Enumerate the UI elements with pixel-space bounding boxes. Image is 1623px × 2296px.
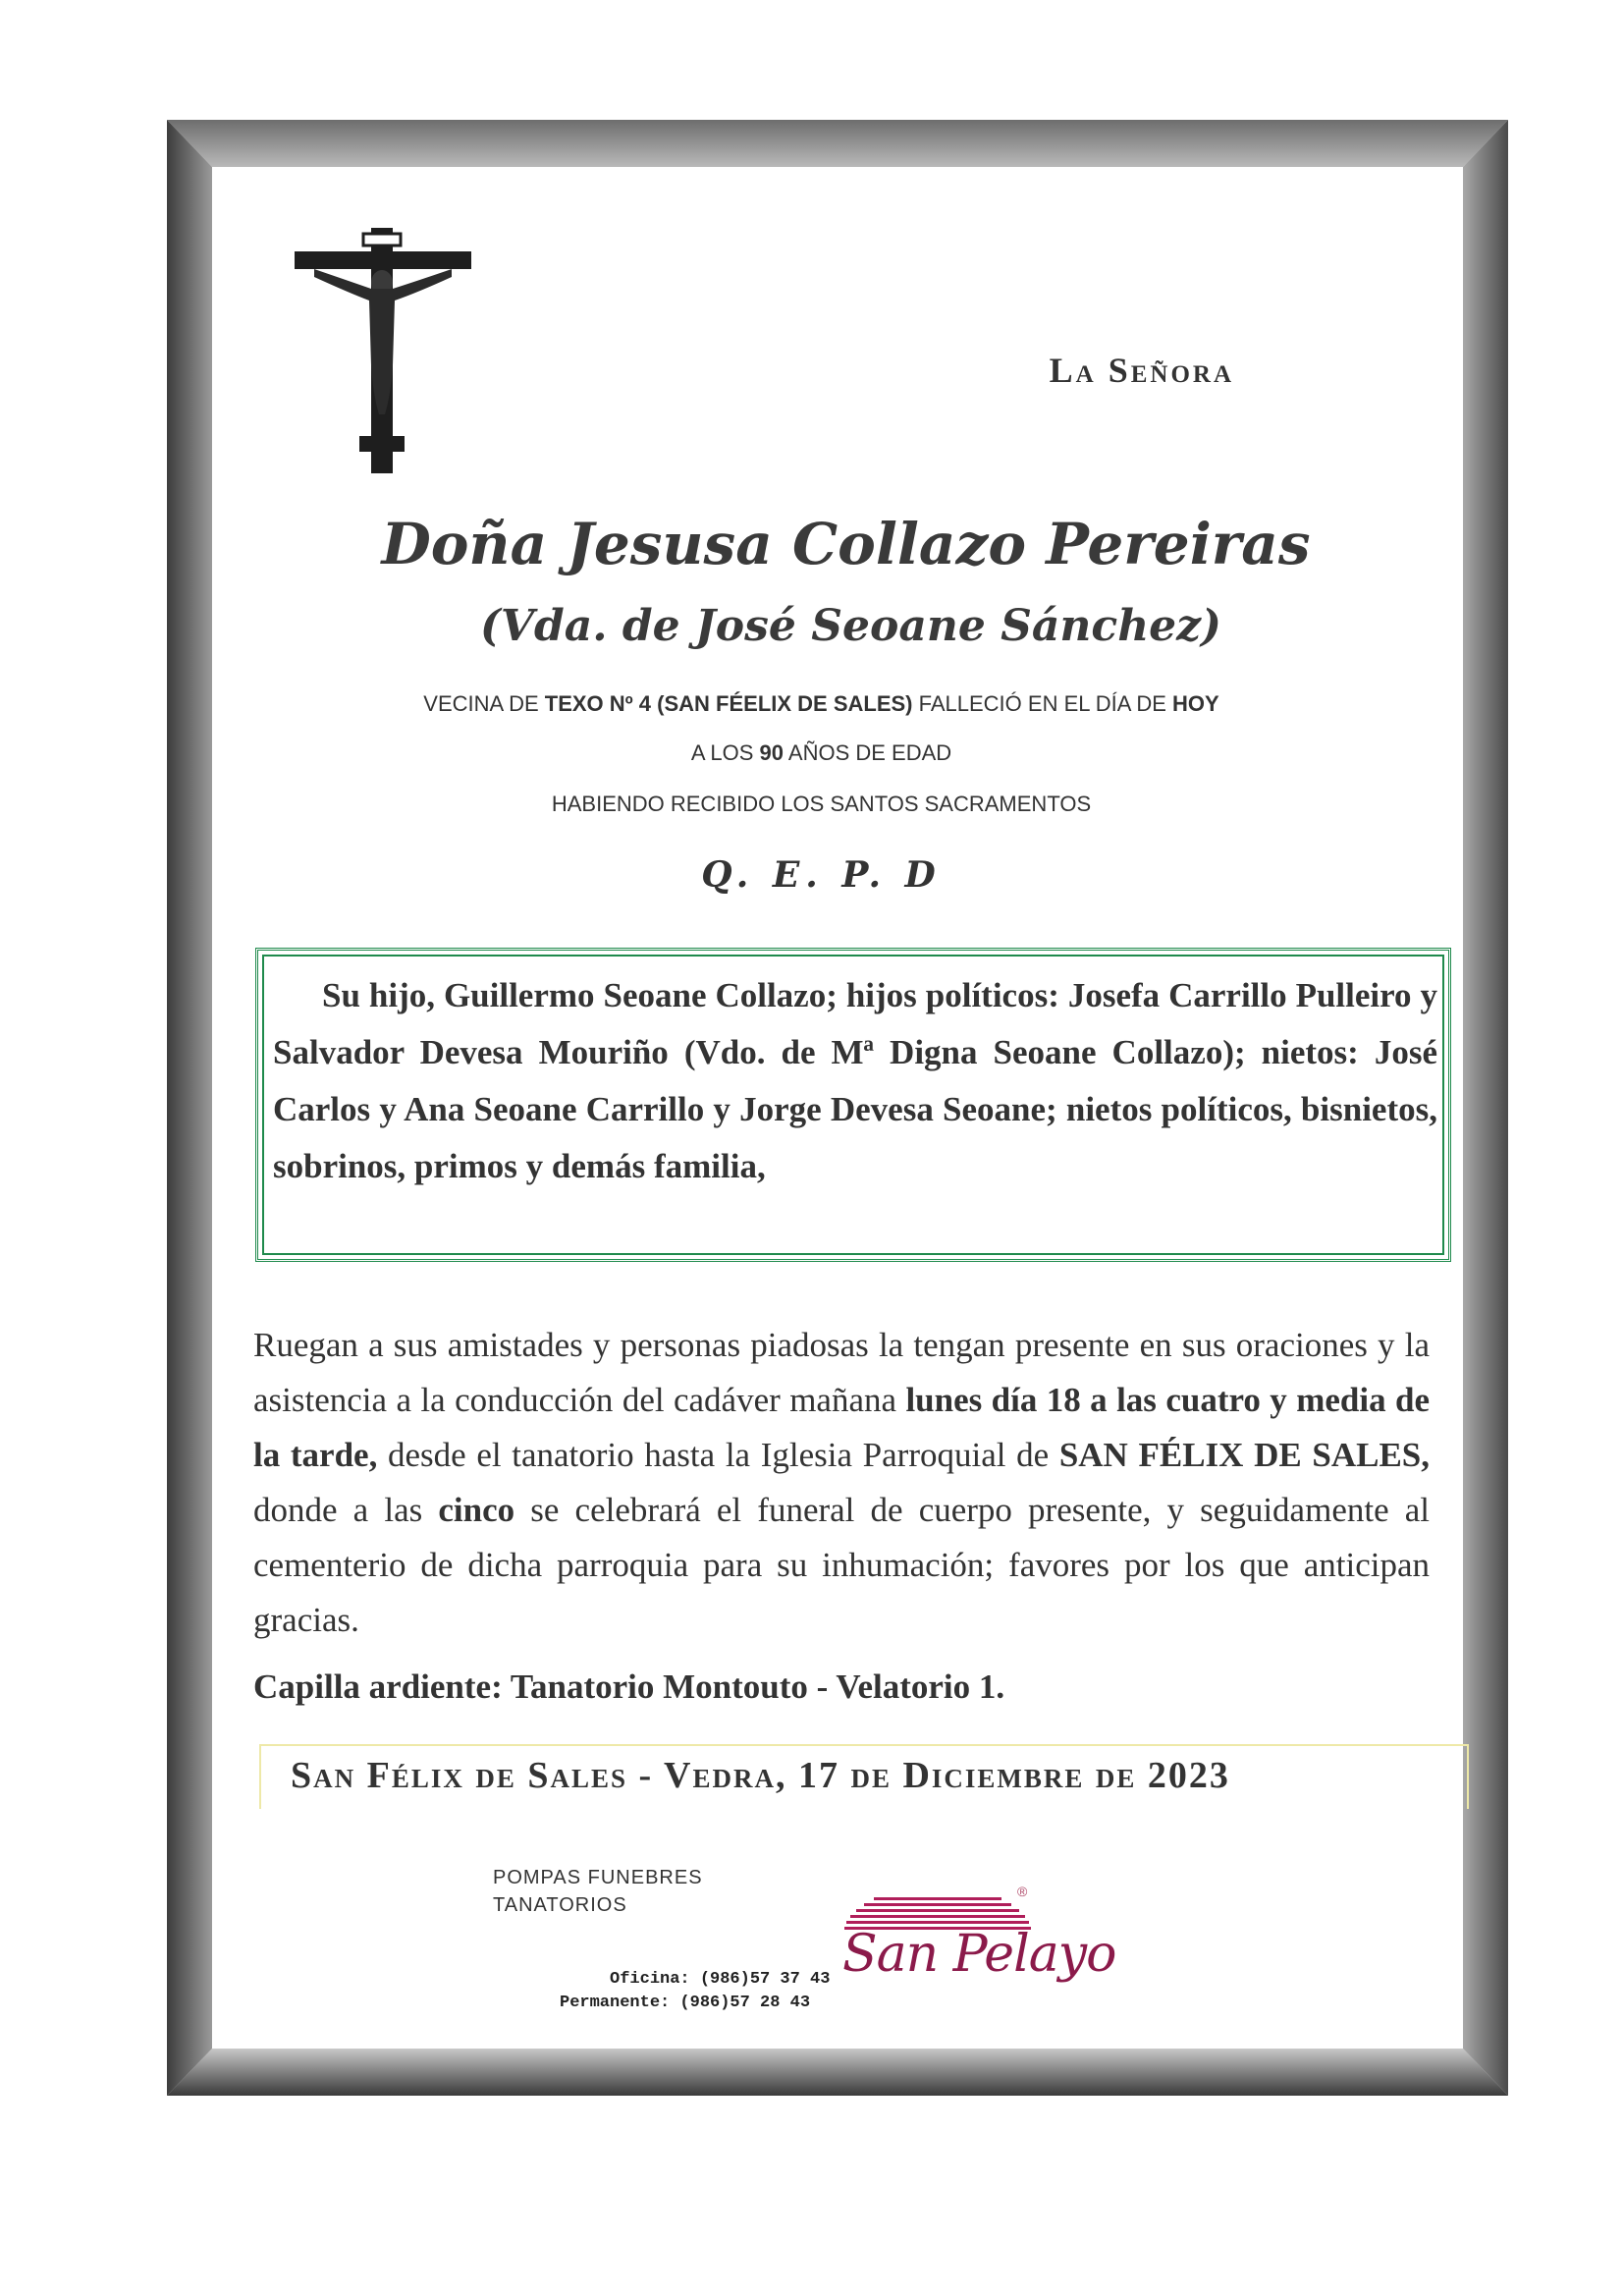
crucifix-icon xyxy=(295,228,471,473)
qepd: Q. E. P. D xyxy=(701,854,942,896)
heading: La Señora xyxy=(1049,351,1234,390)
tanatorios-line: TANATORIOS xyxy=(493,1894,627,1916)
info-age: A LOS 90 AÑOS DE EDAD xyxy=(690,740,952,765)
registered-mark: ® xyxy=(1017,1884,1028,1899)
place-date: San Félix de Sales - Vedra, 17 de Diciembre de 2023 xyxy=(291,1755,1230,1796)
capilla-ardiente: Capilla ardiente: Tanatorio Montouto - Velatorio 1. xyxy=(253,1667,1005,1706)
funeral-services-label xyxy=(493,1864,703,1919)
logo-text: San Pelayo xyxy=(842,1925,1116,1984)
info-sacraments: HABIENDO RECIBIDO LOS SANTOS SACRAMENTOS xyxy=(551,792,1092,816)
funeral-details: Ruegan a sus amistades y personas piadosas la tengan presente en sus oraciones y la asistencia a la conducción del cadáver mañana lunes día 18 a las cuatro y media de la tarde, desde el tanatorio hasta la Iglesia Parroquial de SAN FÉLIX DE SALES, donde a las cinco se celebrará el funeral de cuerpo presente, y seguidamente al cementerio de dicha parroquia para su inhumación; favores por los que anticipan gracias. xyxy=(253,1326,1431,1639)
pompas-line: POMPAS FUNEBRES xyxy=(493,1867,703,1888)
phone-numbers: Oficina: (986)57 37 43 Permanente: (986)57 28 43 xyxy=(560,1970,831,2012)
widow-of: (Vda. de José Seoane Sánchez) xyxy=(480,601,1221,651)
family-text: Su hijo, Guillermo Seoane Collazo; hijos políticos: Josefa Carrillo Pulleiro y Salvador Devesa Mouriño (Vdo. de Mª Digna Seoane Collazo); nietos: José Carlos y Ana Seoane Carrillo y Jorge Devesa Seoane; nietos políticos, bisnietos, sobrinos, primos y demás familia, xyxy=(273,976,1437,1185)
deceased-name: Doña Jesusa Collazo Pereiras xyxy=(381,511,1311,577)
info-residence: VECINA DE TEXO Nº 4 (SAN FÉELIX DE SALES) FALLECIÓ EN EL DÍA DE HOY xyxy=(423,691,1219,716)
